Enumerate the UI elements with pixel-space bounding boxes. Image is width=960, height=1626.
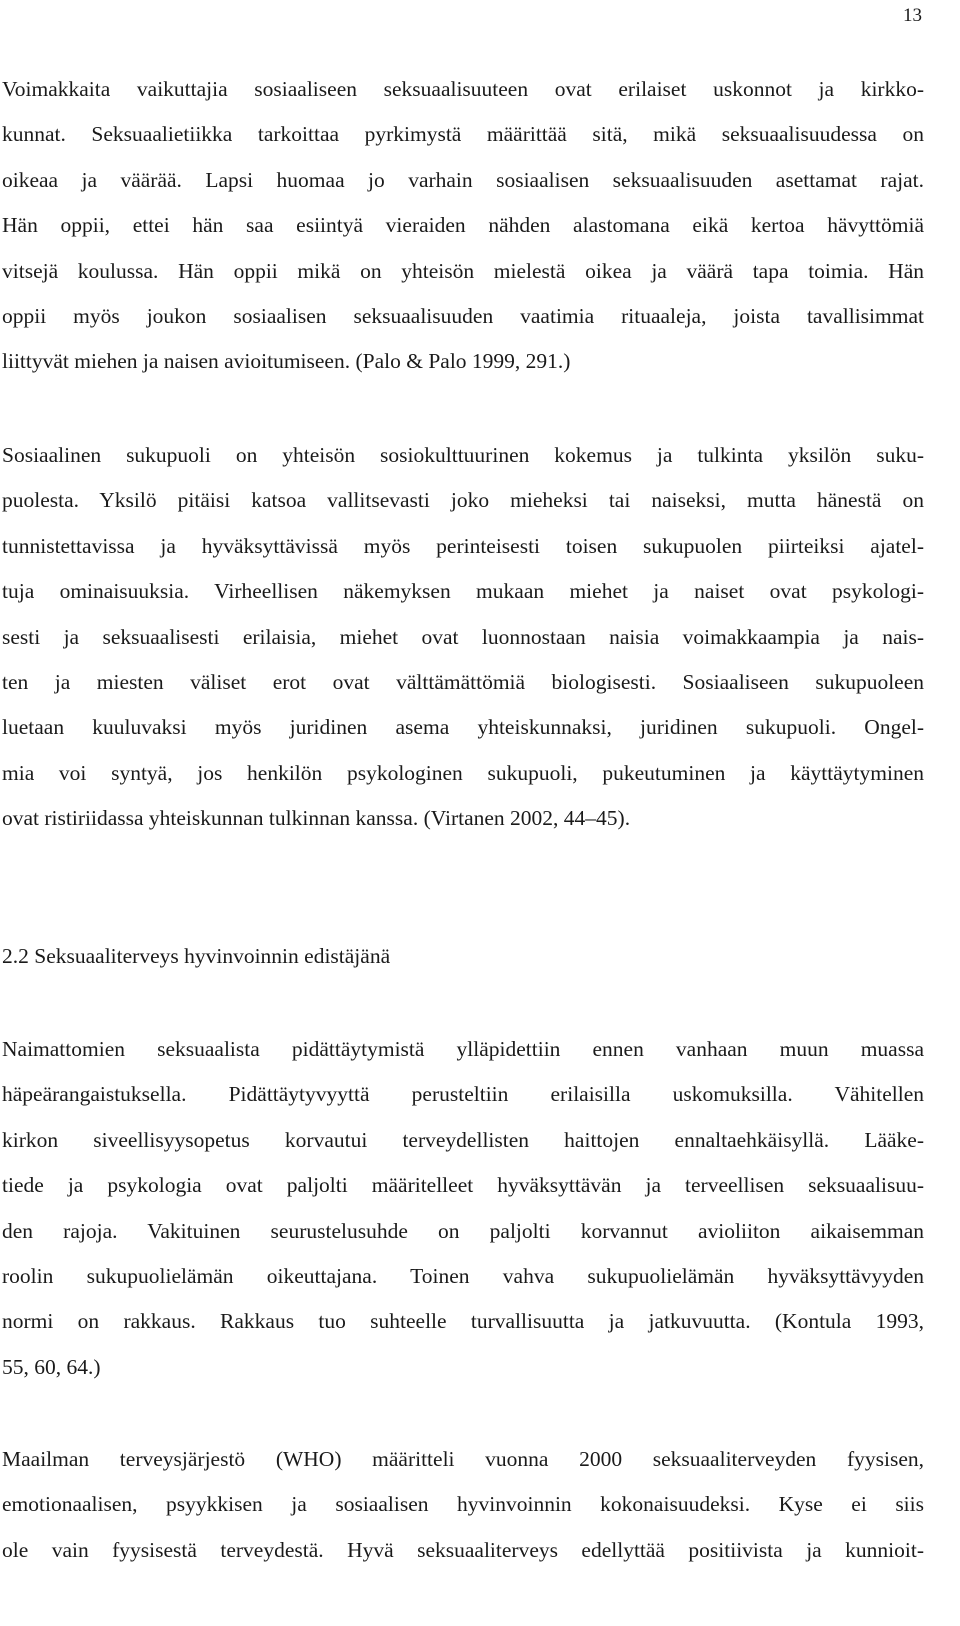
- text-line: den rajoja. Vakituinen seurustelusuhde on paljolti korvannut avioliiton aikaisemman: [2, 1218, 924, 1243]
- text-line: Naimattomien seksuaalista pidättäytymistä ylläpidettiin ennen vanhaan muun muassa: [2, 1037, 924, 1061]
- text-line: oikeaa ja väärää. Lapsi huomaa jo varhain sosiaalisen seksuaalisuuden asettamat rajat.: [2, 167, 924, 192]
- text-line: Voimakkaita vaikuttajia sosiaaliseen seksuaalisuuteen ovat erilaiset uskonnot ja kirkko-: [2, 77, 924, 101]
- text-line: normi on rakkaus. Rakkaus tuo suhteelle turvallisuutta ja jatkuvuutta. (Kontula 1993,: [2, 1309, 924, 1334]
- paragraph-4: [2, 1437, 924, 1573]
- text-line: oppii myös joukon sosiaalisen seksuaalisuuden vaatimia rituaaleja, joista tavallisimmat: [2, 304, 924, 329]
- text-line: mia voi syntyä, jos henkilön psykologinen sukupuoli, pukeutuminen ja käyttäytyminen: [2, 760, 924, 785]
- text-line: ole vain fyysisestä terveydestä. Hyvä seksuaaliterveys edellyttää positiivista ja kunnioit-: [2, 1537, 924, 1562]
- text-line: liittyvät miehen ja naisen avioitumiseen. (Palo & Palo 1999, 291.): [2, 349, 571, 374]
- text-line: Hän oppii, ettei hän saa esiintyä vieraiden nähden alastomana eikä kertoa hävyttömiä: [2, 213, 924, 238]
- text-line: Sosiaalinen sukupuoli on yhteisön sosiokulttuurinen kokemus ja tulkinta yksilön suku-: [2, 443, 924, 467]
- text-line: Maailman terveysjärjestö (WHO) määritteli vuonna 2000 seksuaaliterveyden fyysisen,: [2, 1447, 924, 1471]
- text-line: luetaan kuuluvaksi myös juridinen asema yhteiskunnaksi, juridinen sukupuoli. Ongel-: [2, 715, 924, 740]
- text-line: puolesta. Yksilö pitäisi katsoa vallitsevasti joko mieheksi tai naiseksi, mutta hänestä on: [2, 488, 924, 513]
- paragraph-2: [2, 433, 924, 842]
- text-line: tuja ominaisuuksia. Virheellisen näkemyksen mukaan miehet ja naiset ovat psykologi-: [2, 579, 924, 604]
- paragraph-1: [2, 67, 924, 385]
- text-line: kunnat. Seksuaalietiikka tarkoittaa pyrkimystä määrittää sitä, mikä seksuaalisuudessa on: [2, 122, 924, 147]
- page-number: 13: [903, 5, 922, 26]
- section-heading: 2.2 Seksuaaliterveys hyvinvoinnin edistäjänä: [2, 944, 391, 968]
- text-line: tunnistettavissa ja hyväksyttävissä myös perinteisesti toisen sukupuolen piirteiksi ajatel-: [2, 533, 924, 558]
- text-line: roolin sukupuolielämän oikeuttajana. Toinen vahva sukupuolielämän hyväksyttävyyden: [2, 1264, 924, 1289]
- text-line: ovat ristiriidassa yhteiskunnan tulkinnan kanssa. (Virtanen 2002, 44–45).: [2, 806, 631, 831]
- text-line: häpeärangaistuksella. Pidättäytyvyyttä perusteltiin erilaisilla uskomuksilla. Vähitellen: [2, 1082, 924, 1107]
- text-line: sesti ja seksuaalisesti erilaisia, miehet ovat luonnostaan naisia voimakkaampia ja nais-: [2, 624, 924, 649]
- text-line: kirkon siveellisyysopetus korvautui terveydellisten haittojen ennaltaehkäisyllä. Lääke-: [2, 1127, 924, 1152]
- text-line: ten ja miesten väliset erot ovat välttämättömiä biologisesti. Sosiaaliseen sukupuoleen: [2, 670, 924, 695]
- text-line: tiede ja psykologia ovat paljolti määritelleet hyväksyttävän ja terveellisen seksuaalisuu-: [2, 1173, 924, 1198]
- text-line: 55, 60, 64.): [2, 1354, 101, 1379]
- text-line: emotionaalisen, psyykkisen ja sosiaalisen hyvinvoinnin kokonaisuudeksi. Kyse ei siis: [2, 1492, 924, 1517]
- paragraph-3: [2, 1027, 924, 1390]
- text-line: vitsejä koulussa. Hän oppii mikä on yhteisön mielestä oikea ja väärä tapa toimia. Hän: [2, 258, 924, 283]
